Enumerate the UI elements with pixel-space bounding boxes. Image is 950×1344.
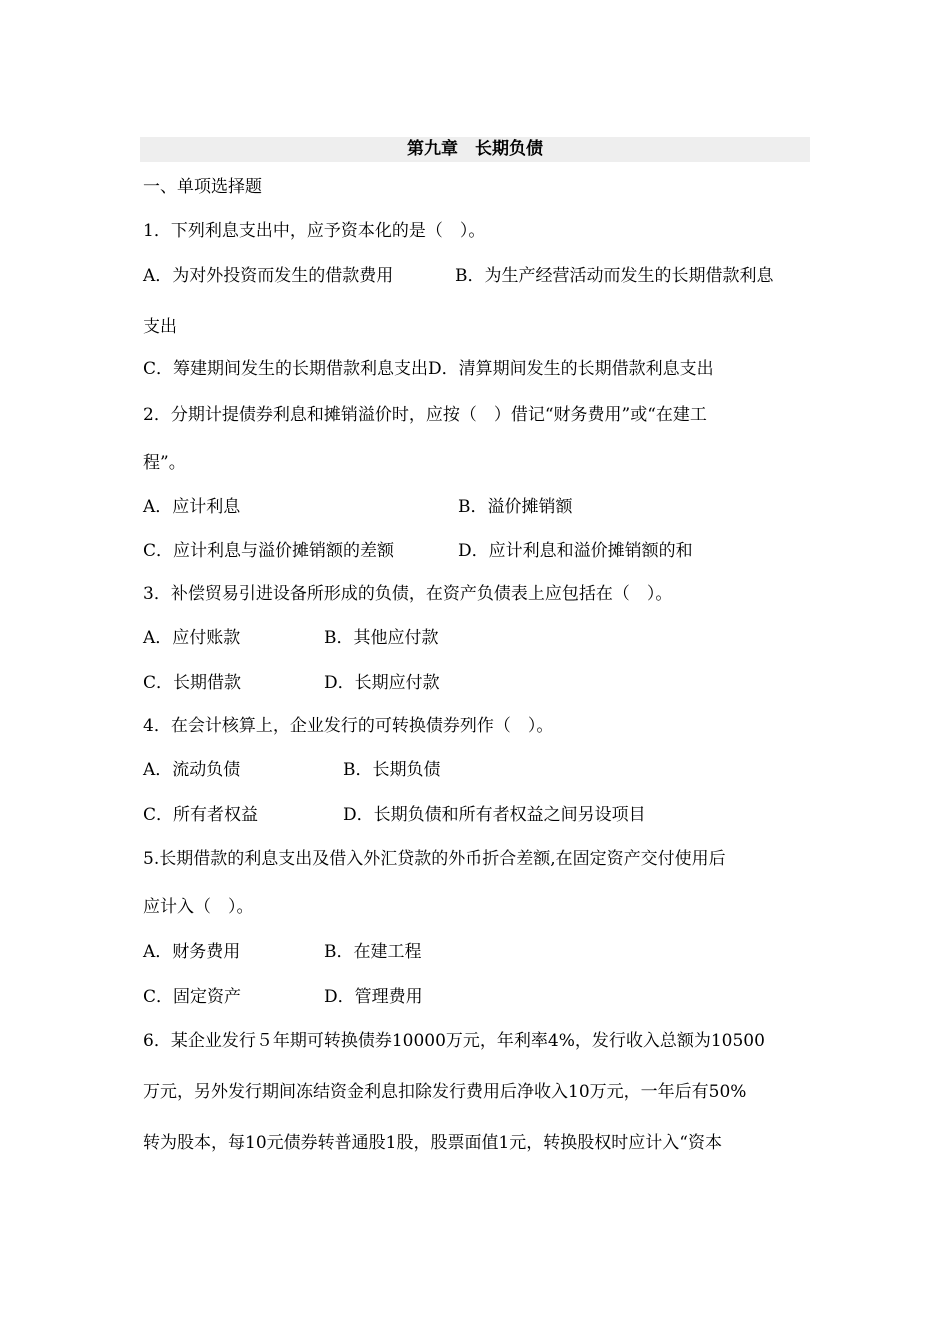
question-5-continuation: 应计入（ ）。 <box>143 897 254 917</box>
q2-option-a: A．应计利息 <box>143 497 241 517</box>
q2-option-b: B．溢价摊销额 <box>458 497 573 517</box>
chapter-title: 第九章 长期负债 <box>140 137 810 162</box>
question-6-line-2: 万元，另外发行期间冻结资金利息扣除发行费用后净收入10万元，一年后有50% <box>143 1082 747 1102</box>
q1-option-b: B．为生产经营活动而发生的长期借款利息 <box>455 266 774 286</box>
q5-option-b: B．在建工程 <box>324 942 422 962</box>
question-2: 2．分期计提债券利息和摊销溢价时，应按（ ）借记“财务费用”或“在建工 <box>143 405 707 425</box>
question-5: 5.长期借款的利息支出及借入外汇贷款的外币折合差额,在固定资产交付使用后 <box>143 849 726 869</box>
question-1: 1．下列利息支出中，应予资本化的是（ ）。 <box>143 221 486 241</box>
q3-option-c: C．长期借款 <box>143 673 242 693</box>
q4-option-b: B．长期负债 <box>343 760 441 780</box>
question-2-continuation: 程”。 <box>143 453 186 473</box>
q5-option-c: C．固定资产 <box>143 987 242 1007</box>
q2-option-c: C．应计利息与溢价摊销额的差额 <box>143 541 395 561</box>
q4-option-a: A．流动负债 <box>143 760 241 780</box>
question-4: 4．在会计核算上，企业发行的可转换债券列作（ ）。 <box>143 716 554 736</box>
q1-options-cd: C．筹建期间发生的长期借款利息支出D．清算期间发生的长期借款利息支出 <box>143 359 714 379</box>
q2-option-d: D．应计利息和溢价摊销额的和 <box>458 541 693 561</box>
q3-option-a: A．应付账款 <box>143 628 241 648</box>
section-heading: 一、单项选择题 <box>143 177 262 197</box>
question-6: 6．某企业发行５年期可转换债券10000万元，年利率4%，发行收入总额为10500 <box>143 1031 765 1051</box>
q1-option-a: A．为对外投资而发生的借款费用 <box>143 266 394 286</box>
q5-option-d: D．管理费用 <box>324 987 423 1007</box>
q1-option-b-continuation: 支出 <box>143 317 177 337</box>
q3-option-d: D．长期应付款 <box>324 673 440 693</box>
q4-option-c: C．所有者权益 <box>143 805 259 825</box>
question-3: 3．补偿贸易引进设备所形成的负债，在资产负债表上应包括在（ ）。 <box>143 584 673 604</box>
q3-option-b: B．其他应付款 <box>324 628 439 648</box>
q5-option-a: A．财务费用 <box>143 942 241 962</box>
question-6-line-3: 转为股本，每10元债券转普通股1股，股票面值1元，转换股权时应计入“资本 <box>143 1133 722 1153</box>
q4-option-d: D．长期负债和所有者权益之间另设项目 <box>343 805 646 825</box>
